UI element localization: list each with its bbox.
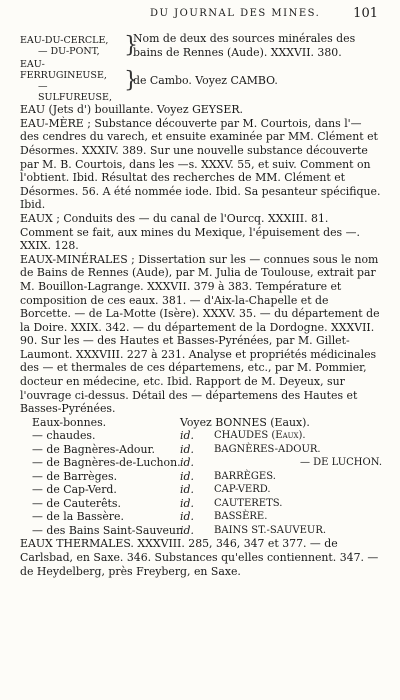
table-cell-name: — de Cap-Verd. — [32, 483, 117, 497]
table-cell-ref: id. — [180, 456, 194, 470]
brace-glyph: } — [124, 68, 138, 94]
table-cell-target: CAUTERETS. — [214, 497, 283, 509]
entry-eaux: EAUX ; Conduits des — du canal de l'Ourcq. XXXIII. 81. Comment se fait, aux mines du Mexique, l'épuisement des —. XXIX. 128. — [20, 211, 360, 253]
index-column — [20, 32, 382, 578]
table-cell-name: — des Bains Saint-Sauveur. — [32, 523, 184, 537]
entry-head: EAU-DU-CERCLE, — [20, 34, 109, 46]
table-cell-ref: id. — [180, 496, 194, 510]
table-cell-name: — de Barrèges. — [32, 469, 118, 483]
table-cell-target: CHAUDES (Eaux). — [214, 430, 306, 442]
table-cell-name: Eaux-bonnes. — [32, 415, 107, 429]
table-cell-target: BAGNÈRES-ADOUR. — [214, 443, 321, 455]
page-number: 101 — [353, 6, 378, 21]
entry-head: EAU-FERRUGINEUSE, — [20, 59, 107, 82]
entry-head: — SULFUREUSE, — [38, 81, 112, 104]
table-cell-ref: id. — [180, 469, 194, 483]
table-cell-ref: id. — [180, 429, 194, 443]
brace-glyph: } — [124, 32, 138, 58]
table-row — [20, 456, 382, 470]
table-cell-ref: id. — [180, 483, 194, 497]
running-header — [0, 6, 400, 26]
entry-eau-ferrugineuse — [20, 59, 382, 103]
table-cell-target: Voyez BONNES (Eaux). — [180, 415, 310, 429]
entry-eau-jets: EAU (Jets d') bouillante. Voyez GEYSER. — [20, 103, 243, 117]
table-row — [20, 497, 382, 511]
entry-text: Nom de deux des sources minérales des bains de Rennes (Aude). XXXVII. 380. — [133, 32, 356, 59]
table-row — [20, 443, 382, 457]
table-cell-ref: id. — [180, 523, 194, 537]
entry-eau-mere: EAU-MÈRE ; Substance découverte par M. Courtois, dans l'— des cendres du varech, et ensuite examinée par MM. Clément et Désormes. XXXIV. 389. Sur une nouvelle substance découverte par M. B. Courtois, dans les —s. XXXV. 55, et suiv. Comment on l'obtient. Ibid. Résultat des recherches de MM. Clément et Désormes. 56. A été nommée iode. Ibid. Sa pesanteur spécifique. Ibid. — [20, 116, 381, 212]
table-cell-target: BARRÈGES. — [214, 470, 276, 482]
running-title: DU JOURNAL DES MINES. — [150, 8, 321, 19]
table-cell-target: BAINS ST.-SAUVEUR. — [214, 524, 327, 536]
table-row — [20, 470, 382, 484]
table-cell-target: — DE LUCHON. — [299, 457, 382, 469]
table-row — [20, 416, 382, 430]
table-row — [20, 510, 382, 524]
entry-head: — DU-PONT, — [38, 45, 100, 57]
entry-eaux-minerales: EAUX-MINÉRALES ; Dissertation sur les — connues sous le nom de Bains de Rennes (Aude), par M. Julia de Toulouse, extrait par M. Bouillon-Lagrange. XXXVII. 379 à 383. Température et composition de ces eaux. 381. — d'Aix-la-Chapelle et de Borcette. — de La-Motte (Isère). XXXV. 35. — du département de la Doire. XXIX. 342. — du département de la Dordogne. XXXVII. 90. Sur les — des Hautes et Basses-Pyrénées, par M. Gillet-Laumont. XXXVIII. 227 à 231. Analyse et propriétés médicinales des — et thermales de ces départemens, etc., par M. Pommier, docteur en médecine, etc. Ibid. Rapport de M. Deyeux, sur l'ouvrage ci-dessus. Détail des — départemens des Hautes et Basses-Pyrénées. — [20, 252, 380, 416]
table-cell-name: — de Cauterêts. — [32, 496, 121, 510]
entry-eaux-thermales: EAUX THERMALES. XXXVIII. 285, 346, 347 et 377. — de Carlsbad, en Saxe. 346. Substances qu'elles contiennent. 347. — de Heydelberg, près Freyberg, en Saxe. — [20, 537, 379, 578]
table-cell-target: CAP-VERD. — [214, 484, 271, 496]
table-cell-name: — de la Bassère. — [32, 510, 124, 524]
table-cell-name: — de Bagnères-de-Luchon. — [32, 456, 181, 470]
table-row — [20, 524, 382, 538]
table-cell-name: — de Bagnères-Adour. — [32, 442, 155, 456]
table-row — [20, 483, 382, 497]
table-cell-ref: id. — [180, 442, 194, 456]
entry-text: de Cambo. Voyez CAMBO. — [133, 74, 278, 88]
table-cell-ref: id. — [180, 510, 194, 524]
table-row — [20, 429, 382, 443]
entry-eau-du-cercle — [20, 32, 382, 59]
table-cell-name: — chaudes. — [32, 429, 96, 443]
table-cell-target: BASSÈRE. — [214, 511, 268, 523]
